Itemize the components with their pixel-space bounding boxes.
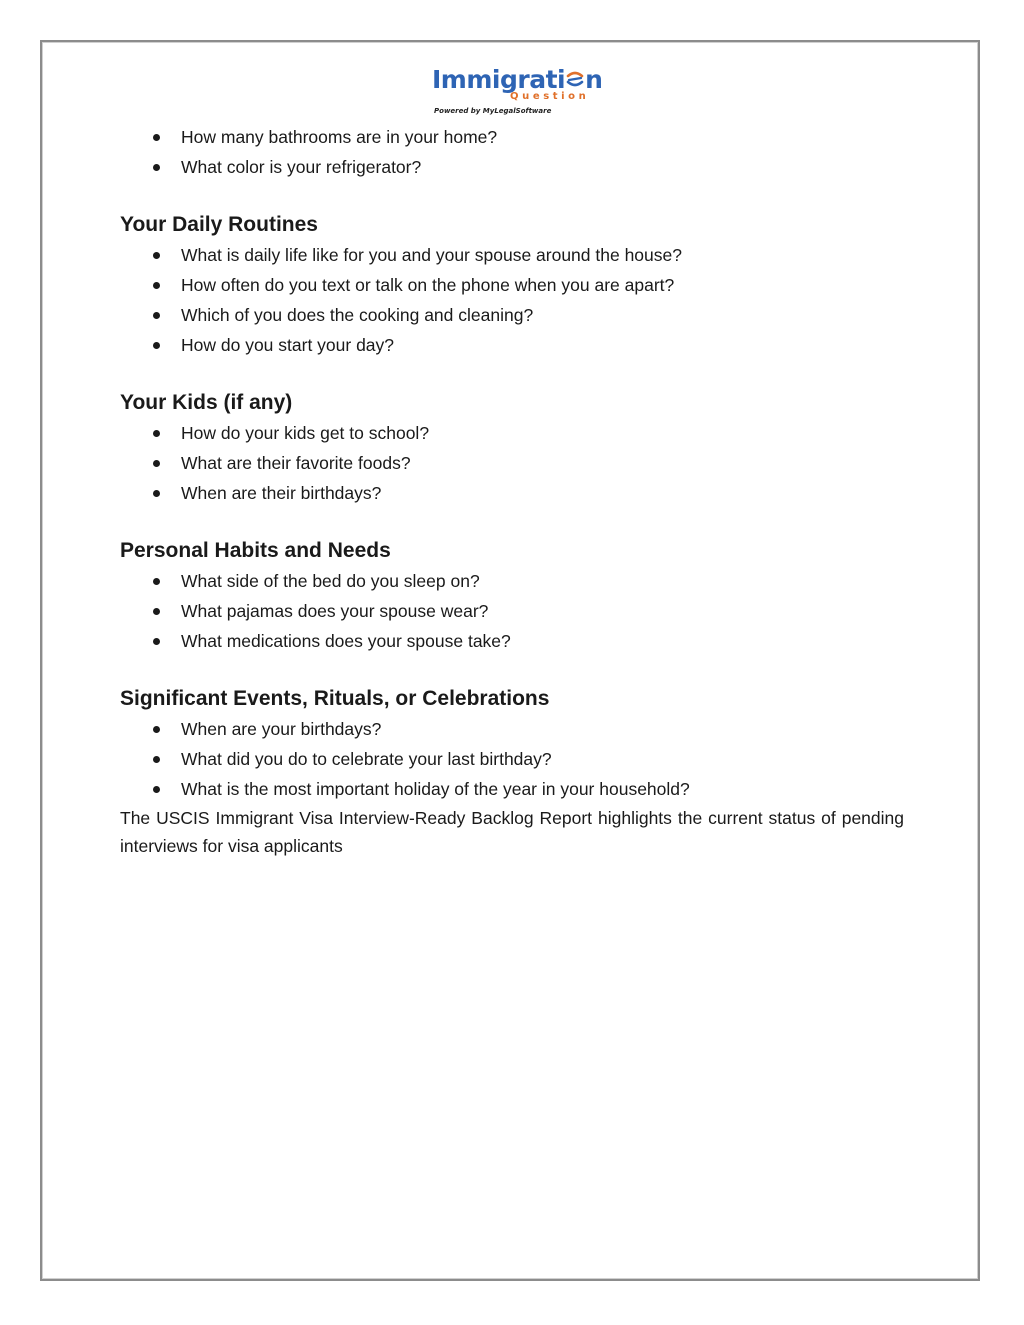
list-item: When are their birthdays?: [120, 478, 904, 508]
bullet-icon: [153, 608, 160, 615]
list-item: What pajamas does your spouse wear?: [120, 596, 904, 626]
question-list: [120, 714, 904, 804]
list-item: How do your kids get to school?: [120, 418, 904, 448]
question-list: [120, 418, 904, 508]
list-item: Which of you does the cooking and cleaning?: [120, 300, 904, 330]
list-item: What is the most important holiday of the year in your household?: [120, 774, 904, 804]
bullet-icon: [153, 756, 160, 763]
bullet-icon: [153, 252, 160, 259]
logo-wordmark: Immigrati n: [432, 65, 603, 94]
section-kids: [120, 388, 904, 508]
list-item: What are their favorite foods?: [120, 448, 904, 478]
bullet-icon: [153, 786, 160, 793]
bullet-icon: [153, 164, 160, 171]
bullet-icon: [153, 490, 160, 497]
list-item: What is daily life like for you and your spouse around the house?: [120, 240, 904, 270]
section-heading: Your Daily Routines: [120, 213, 318, 236]
intro-question-list: [120, 122, 904, 182]
document-body: [120, 122, 904, 860]
section-personal-habits: [120, 536, 904, 656]
logo-tagline: Question: [510, 91, 590, 102]
section-heading: Personal Habits and Needs: [120, 539, 391, 562]
section-heading: Your Kids (if any): [120, 391, 293, 414]
question-list: [120, 240, 904, 360]
bullet-icon: [153, 726, 160, 733]
bullet-icon: [153, 134, 160, 141]
logo-globe-icon: [565, 65, 585, 85]
bullet-icon: [153, 460, 160, 467]
bullet-icon: [153, 638, 160, 645]
bullet-icon: [153, 430, 160, 437]
list-item: What did you do to celebrate your last birthday?: [120, 744, 904, 774]
list-item: How do you start your day?: [120, 330, 904, 360]
logo-powered-by: Powered by MyLegalSoftware: [434, 107, 552, 115]
question-list: [120, 566, 904, 656]
list-item: How many bathrooms are in your home?: [120, 122, 904, 152]
section-daily-routines: [120, 210, 904, 360]
bullet-icon: [153, 578, 160, 585]
bullet-icon: [153, 312, 160, 319]
immigration-question-logo: [432, 64, 602, 120]
list-item: What medications does your spouse take?: [120, 626, 904, 656]
list-item: How often do you text or talk on the phone when you are apart?: [120, 270, 904, 300]
bullet-icon: [153, 342, 160, 349]
list-item: When are your birthdays?: [120, 714, 904, 744]
closing-paragraph: The USCIS Immigrant Visa Interview-Ready Backlog Report highlights the current status of pending interviews for visa applicants: [120, 808, 904, 856]
section-significant-events: [120, 684, 904, 804]
bullet-icon: [153, 282, 160, 289]
list-item: What side of the bed do you sleep on?: [120, 566, 904, 596]
section-heading: Significant Events, Rituals, or Celebrations: [120, 687, 550, 710]
list-item: What color is your refrigerator?: [120, 152, 904, 182]
